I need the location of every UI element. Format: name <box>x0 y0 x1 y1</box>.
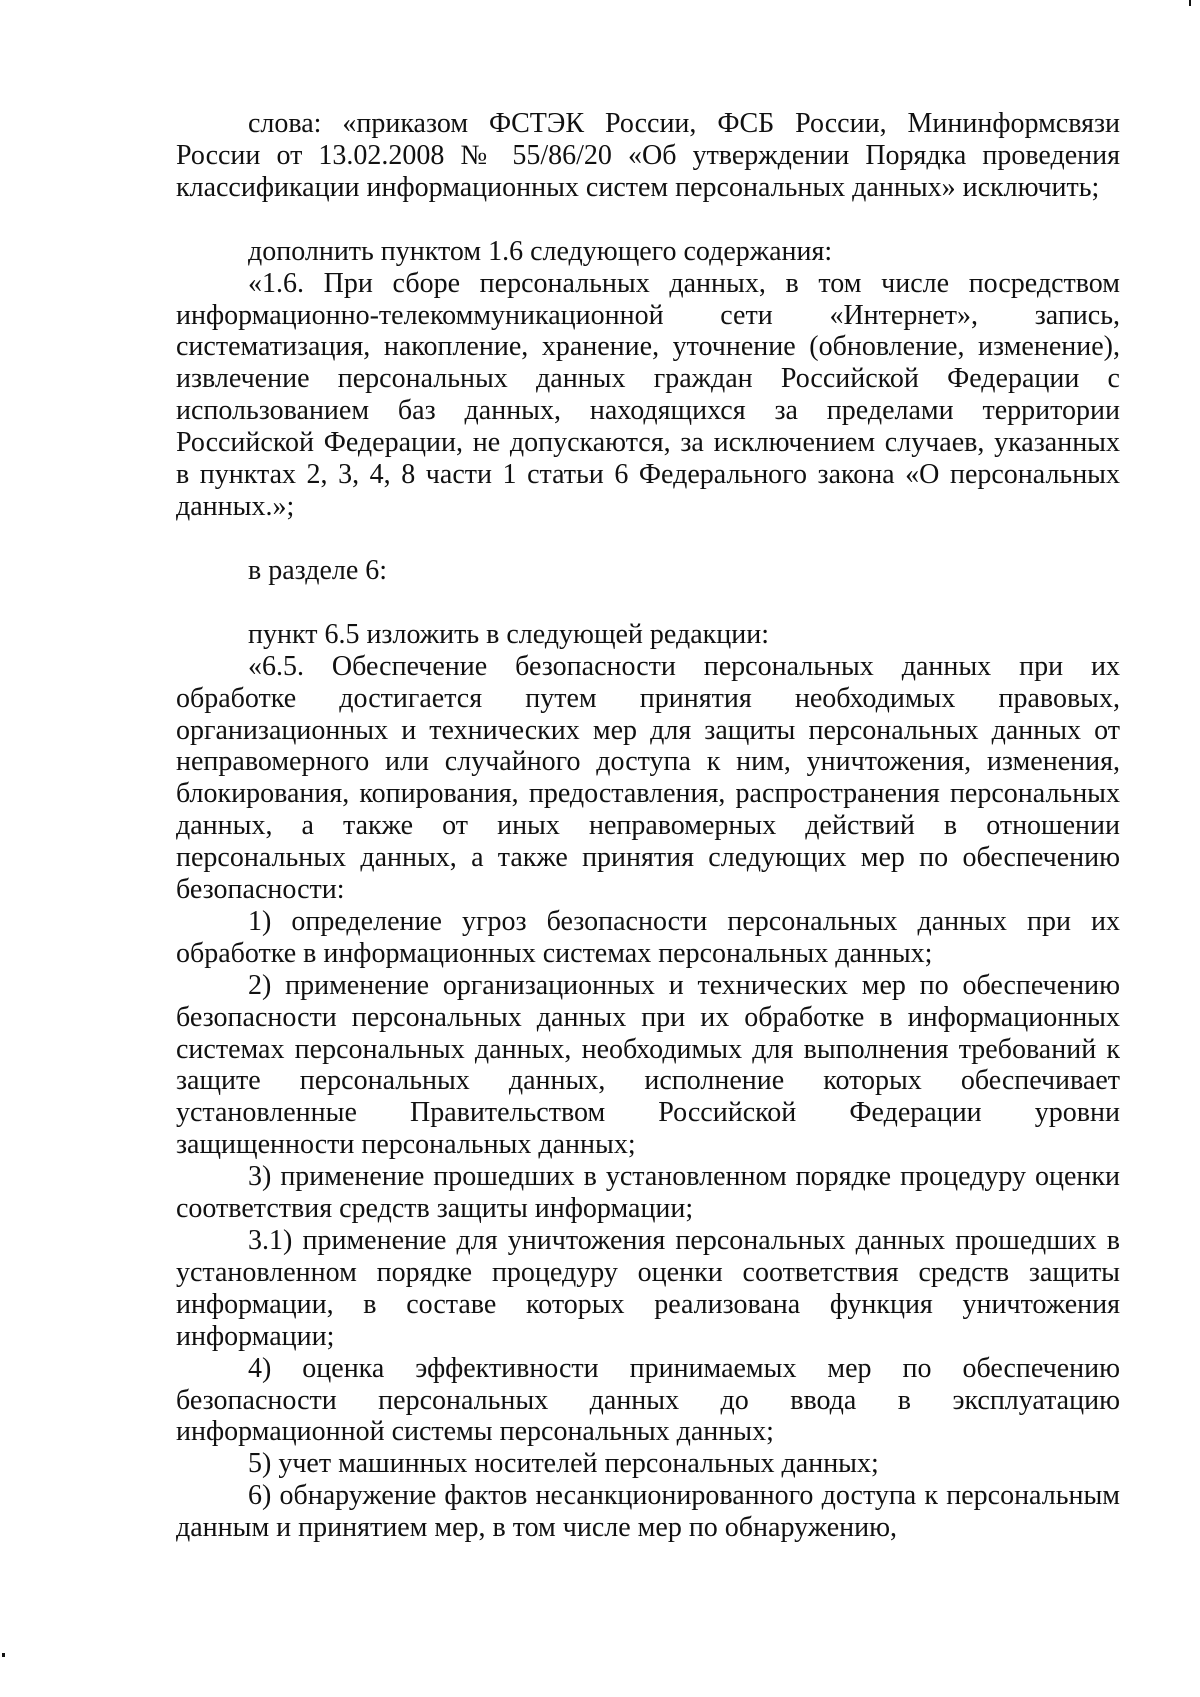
list-item-1: 1) определение угроз безопасности персональных данных при их обработке в информационных системах персональных данных; <box>176 905 1120 969</box>
paragraph-clause-6-5: «6.5. Обеспечение безопасности персональных данных при их обработке достигается путем принятия необходимых правовых, организационных и технических мер для защиты персональных данных от неправомерного или случайного доступа к ним, уничтожения, изменения, блокирования, копирования, предоставления, распространения персональных данных, а также от иных неправомерных действий в отношении персональных данных, а также принятия следующих мер по обеспечению безопасности: <box>176 650 1120 906</box>
scan-mark-bottom <box>2 1653 5 1657</box>
list-item-2: 2) применение организационных и технических мер по обеспечению безопасности персональных данных при их обработке в информационных системах персональных данных, необходимых для выполнения требований к защите персональных данных, исполнение которых обеспечивает установленные Правительством Российской Федерации уровни защищенности персональных данных; <box>176 969 1120 1161</box>
paragraph-clause-1-6: «1.6. При сборе персональных данных, в том числе посредством информационно-телекоммуникационной сети «Интернет», запись, систематизация, накопление, хранение, уточнение (обновление, изменение), извлечение персональных данных граждан Российской Федерации с использованием баз данных, находящихся за пределами территории Российской Федерации, не допускаются, за исключением случаев, указанных в пунктах 2, 3, 4, 8 части 1 статьи 6 Федерального закона «О персональных данных.»; <box>176 267 1120 522</box>
list-item-5: 5) учет машинных носителей персональных данных; <box>248 1448 879 1480</box>
paragraph-amend-words: слова: «приказом ФСТЭК России, ФСБ России, Мининформсвязи России от 13.02.2008 № 55/86/20 «Об утверждении Порядка проведения классификации информационных систем персональных данных» исключить; <box>176 108 1120 203</box>
paragraph-section-6: в разделе 6: <box>248 554 388 586</box>
list-item-3: 3) применение прошедших в установленном порядке процедуру оценки соответствия средств защиты информации; <box>176 1161 1120 1225</box>
scan-mark-top <box>1189 0 1191 6</box>
document-body <box>176 108 1120 1544</box>
paragraph-add-clause: дополнить пунктом 1.6 следующего содержания: <box>248 235 833 267</box>
list-item-3-1: 3.1) применение для уничтожения персональных данных прошедших в установленном порядке процедуру оценки соответствия средств защиты информации, в составе которых реализована функция уничтожения информации; <box>176 1225 1120 1352</box>
paragraph-clause-6-5-intro: пункт 6.5 изложить в следующей редакции: <box>248 618 769 650</box>
list-item-6: 6) обнаружение фактов несанкционированного доступа к персональным данным и принятием мер, в том числе мер по обнаружению, <box>176 1480 1120 1544</box>
list-item-4: 4) оценка эффективности принимаемых мер по обеспечению безопасности персональных данных до ввода в эксплуатацию информационной системы персональных данных; <box>176 1352 1120 1448</box>
